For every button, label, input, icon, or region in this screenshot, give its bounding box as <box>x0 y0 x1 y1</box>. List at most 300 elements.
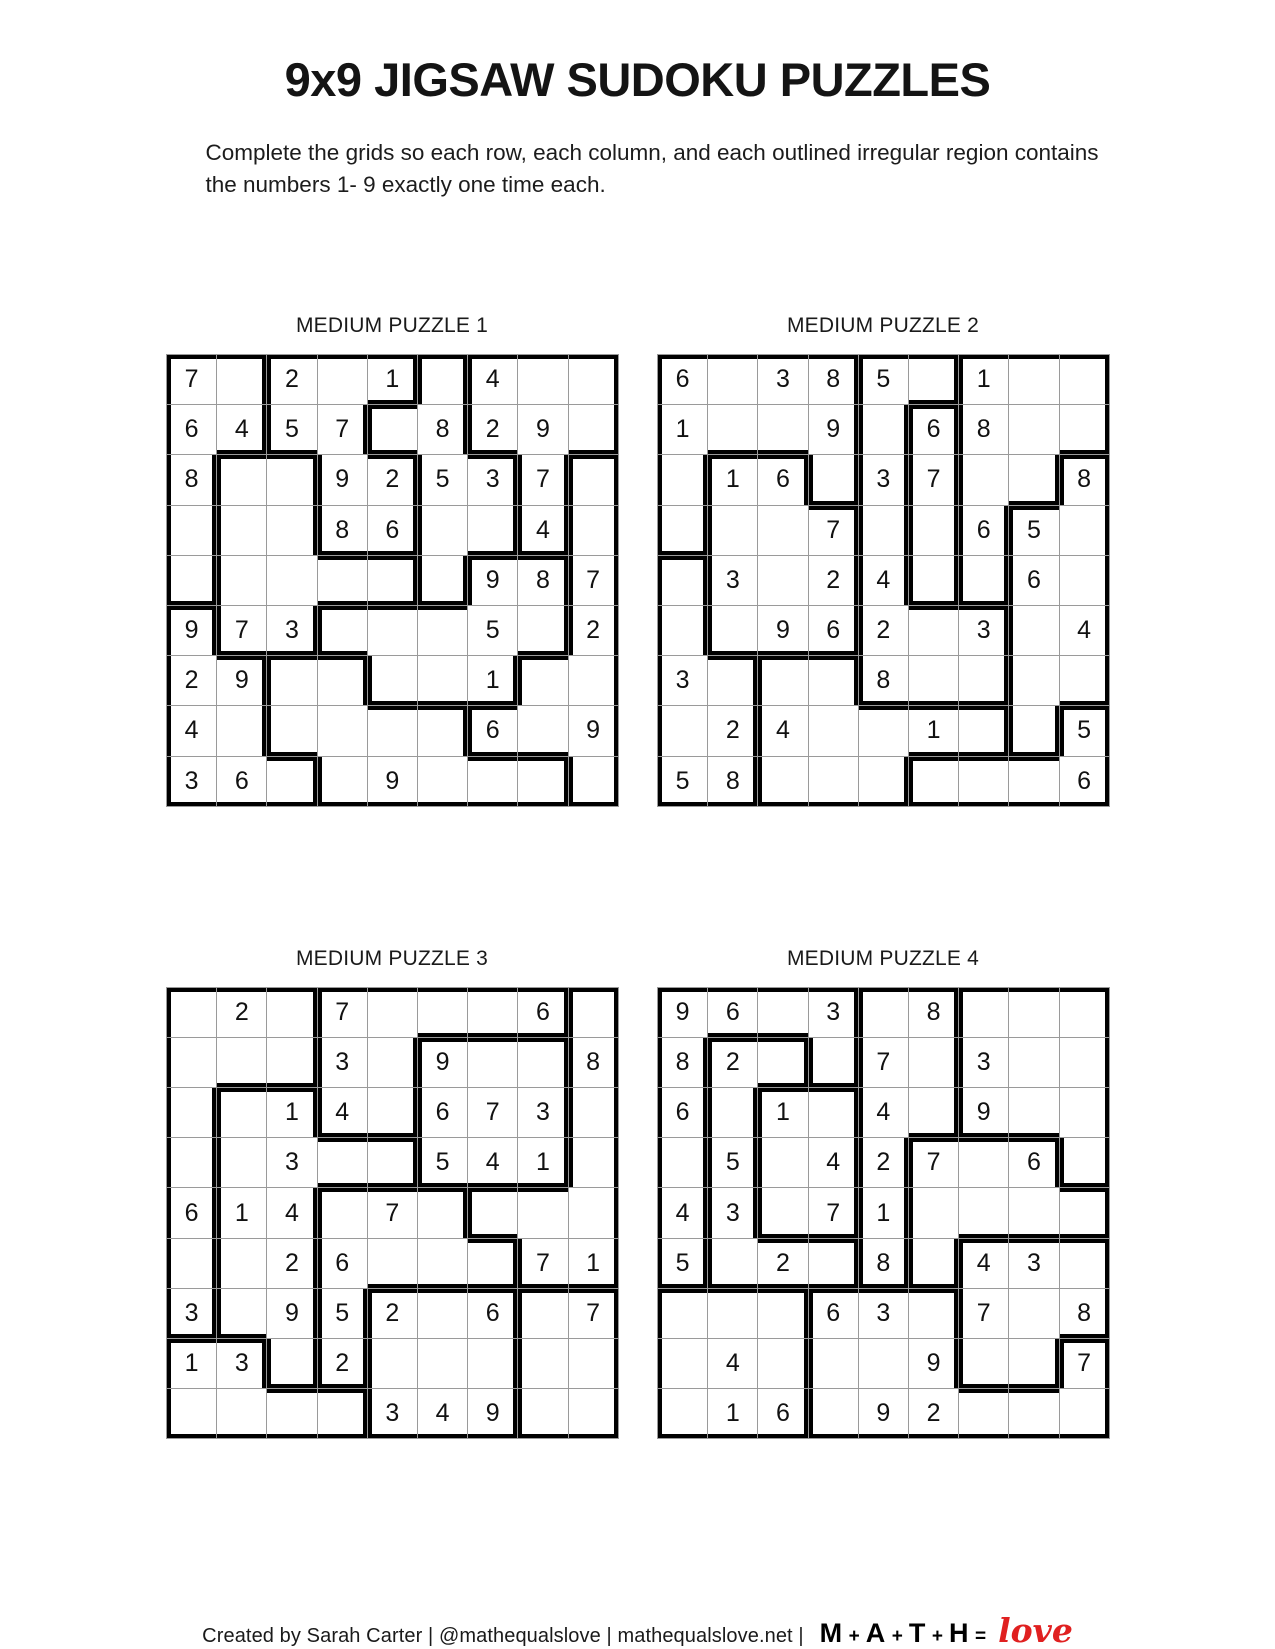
sudoku-cell-given[interactable]: 6 <box>808 1288 858 1338</box>
sudoku-cell-given[interactable]: 7 <box>568 555 618 605</box>
sudoku-cell-given[interactable]: 5 <box>317 1288 367 1338</box>
sudoku-cell-empty[interactable] <box>568 1188 618 1238</box>
sudoku-cell-empty[interactable] <box>367 1238 417 1288</box>
sudoku-cell-given[interactable]: 7 <box>317 987 367 1037</box>
sudoku-cell-empty[interactable] <box>568 1088 618 1138</box>
sudoku-cell-given[interactable]: 7 <box>367 1188 417 1238</box>
sudoku-cell-empty[interactable] <box>908 355 958 405</box>
sudoku-cell-given[interactable]: 2 <box>708 1037 758 1087</box>
sudoku-cell-empty[interactable] <box>367 1339 417 1389</box>
sudoku-cell-empty[interactable] <box>658 1138 708 1188</box>
sudoku-cell-empty[interactable] <box>417 656 467 706</box>
sudoku-cell-given[interactable]: 6 <box>167 405 217 455</box>
sudoku-grid-1[interactable] <box>166 354 619 807</box>
sudoku-cell-given[interactable]: 3 <box>858 1288 908 1338</box>
sudoku-cell-empty[interactable] <box>217 1389 267 1439</box>
sudoku-cell-given[interactable]: 9 <box>468 1389 518 1439</box>
sudoku-cell-given[interactable]: 8 <box>808 355 858 405</box>
sudoku-cell-empty[interactable] <box>417 1288 467 1338</box>
sudoku-cell-given[interactable]: 3 <box>708 555 758 605</box>
sudoku-cell-empty[interactable] <box>217 1037 267 1087</box>
sudoku-cell-empty[interactable] <box>1009 656 1059 706</box>
sudoku-cell-empty[interactable] <box>518 355 568 405</box>
sudoku-cell-empty[interactable] <box>317 706 367 756</box>
sudoku-cell-empty[interactable] <box>908 656 958 706</box>
sudoku-cell-empty[interactable] <box>217 555 267 605</box>
sudoku-cell-given[interactable]: 5 <box>858 355 908 405</box>
sudoku-cell-given[interactable]: 3 <box>468 455 518 505</box>
sudoku-cell-given[interactable]: 4 <box>217 405 267 455</box>
sudoku-cell-given[interactable]: 5 <box>267 405 317 455</box>
sudoku-cell-given[interactable]: 8 <box>658 1037 708 1087</box>
sudoku-cell-empty[interactable] <box>808 706 858 756</box>
sudoku-cell-empty[interactable] <box>758 1339 808 1389</box>
sudoku-cell-empty[interactable] <box>1009 706 1059 756</box>
sudoku-cell-empty[interactable] <box>658 1389 708 1439</box>
sudoku-cell-empty[interactable] <box>367 605 417 655</box>
sudoku-cell-empty[interactable] <box>1059 1138 1109 1188</box>
sudoku-cell-empty[interactable] <box>518 1188 568 1238</box>
sudoku-cell-empty[interactable] <box>267 555 317 605</box>
sudoku-cell-given[interactable]: 9 <box>959 1088 1009 1138</box>
sudoku-cell-given[interactable]: 6 <box>708 987 758 1037</box>
sudoku-cell-given[interactable]: 8 <box>1059 455 1109 505</box>
sudoku-cell-given[interactable]: 8 <box>317 505 367 555</box>
sudoku-cell-empty[interactable] <box>518 656 568 706</box>
sudoku-cell-given[interactable]: 1 <box>167 1339 217 1389</box>
sudoku-cell-given[interactable]: 2 <box>217 987 267 1037</box>
sudoku-cell-given[interactable]: 6 <box>1059 756 1109 806</box>
sudoku-cell-given[interactable]: 1 <box>518 1138 568 1188</box>
sudoku-cell-given[interactable]: 4 <box>267 1188 317 1238</box>
sudoku-cell-empty[interactable] <box>658 706 708 756</box>
sudoku-cell-empty[interactable] <box>417 756 467 806</box>
sudoku-cell-given[interactable]: 4 <box>658 1188 708 1238</box>
sudoku-cell-given[interactable]: 2 <box>367 455 417 505</box>
sudoku-cell-given[interactable]: 3 <box>708 1188 758 1238</box>
sudoku-cell-given[interactable]: 6 <box>808 605 858 655</box>
sudoku-cell-given[interactable]: 1 <box>367 355 417 405</box>
sudoku-cell-empty[interactable] <box>317 656 367 706</box>
sudoku-cell-empty[interactable] <box>417 706 467 756</box>
sudoku-cell-empty[interactable] <box>568 355 618 405</box>
sudoku-cell-empty[interactable] <box>367 987 417 1037</box>
sudoku-cell-given[interactable]: 2 <box>708 706 758 756</box>
sudoku-cell-empty[interactable] <box>568 1389 618 1439</box>
sudoku-cell-empty[interactable] <box>758 1288 808 1338</box>
sudoku-cell-given[interactable]: 9 <box>468 555 518 605</box>
sudoku-cell-given[interactable]: 3 <box>267 605 317 655</box>
sudoku-cell-empty[interactable] <box>217 455 267 505</box>
sudoku-cell-empty[interactable] <box>518 1288 568 1338</box>
sudoku-cell-given[interactable]: 4 <box>708 1339 758 1389</box>
sudoku-cell-given[interactable]: 4 <box>758 706 808 756</box>
sudoku-cell-empty[interactable] <box>167 505 217 555</box>
sudoku-cell-empty[interactable] <box>708 1088 758 1138</box>
sudoku-cell-empty[interactable] <box>417 1339 467 1389</box>
sudoku-cell-empty[interactable] <box>908 1238 958 1288</box>
sudoku-cell-empty[interactable] <box>568 455 618 505</box>
sudoku-cell-empty[interactable] <box>1009 987 1059 1037</box>
sudoku-cell-empty[interactable] <box>367 555 417 605</box>
sudoku-cell-given[interactable]: 2 <box>858 605 908 655</box>
sudoku-cell-empty[interactable] <box>518 1389 568 1439</box>
sudoku-cell-empty[interactable] <box>1009 455 1059 505</box>
sudoku-cell-given[interactable]: 6 <box>468 1288 518 1338</box>
sudoku-cell-given[interactable]: 1 <box>858 1188 908 1238</box>
sudoku-cell-given[interactable]: 1 <box>708 455 758 505</box>
sudoku-cell-given[interactable]: 9 <box>417 1037 467 1087</box>
sudoku-cell-given[interactable]: 5 <box>417 455 467 505</box>
sudoku-cell-empty[interactable] <box>317 555 367 605</box>
sudoku-cell-empty[interactable] <box>217 505 267 555</box>
sudoku-cell-empty[interactable] <box>808 656 858 706</box>
sudoku-cell-given[interactable]: 9 <box>217 656 267 706</box>
sudoku-cell-given[interactable]: 7 <box>518 1238 568 1288</box>
sudoku-cell-empty[interactable] <box>267 656 317 706</box>
sudoku-cell-empty[interactable] <box>568 656 618 706</box>
sudoku-cell-given[interactable]: 6 <box>317 1238 367 1288</box>
sudoku-cell-empty[interactable] <box>908 1188 958 1238</box>
sudoku-cell-given[interactable]: 6 <box>658 1088 708 1138</box>
sudoku-cell-given[interactable]: 9 <box>808 405 858 455</box>
sudoku-cell-empty[interactable] <box>1009 405 1059 455</box>
sudoku-cell-given[interactable]: 2 <box>267 1238 317 1288</box>
sudoku-cell-empty[interactable] <box>808 1037 858 1087</box>
sudoku-cell-empty[interactable] <box>317 605 367 655</box>
sudoku-cell-empty[interactable] <box>758 987 808 1037</box>
sudoku-cell-empty[interactable] <box>858 1339 908 1389</box>
sudoku-cell-empty[interactable] <box>959 1339 1009 1389</box>
sudoku-cell-empty[interactable] <box>417 1188 467 1238</box>
sudoku-cell-empty[interactable] <box>758 756 808 806</box>
sudoku-cell-empty[interactable] <box>758 1138 808 1188</box>
sudoku-cell-given[interactable]: 2 <box>908 1389 958 1439</box>
sudoku-cell-empty[interactable] <box>708 405 758 455</box>
sudoku-cell-given[interactable]: 3 <box>167 756 217 806</box>
sudoku-cell-given[interactable]: 5 <box>1009 505 1059 555</box>
sudoku-cell-given[interactable]: 7 <box>217 605 267 655</box>
sudoku-cell-empty[interactable] <box>367 1138 417 1188</box>
sudoku-cell-given[interactable]: 4 <box>959 1238 1009 1288</box>
sudoku-cell-empty[interactable] <box>758 1188 808 1238</box>
sudoku-cell-given[interactable]: 9 <box>658 987 708 1037</box>
sudoku-cell-empty[interactable] <box>959 555 1009 605</box>
sudoku-cell-given[interactable]: 7 <box>167 355 217 405</box>
sudoku-cell-empty[interactable] <box>518 1037 568 1087</box>
sudoku-cell-given[interactable]: 7 <box>518 455 568 505</box>
sudoku-cell-empty[interactable] <box>908 756 958 806</box>
sudoku-cell-empty[interactable] <box>1009 355 1059 405</box>
sudoku-cell-empty[interactable] <box>808 1339 858 1389</box>
sudoku-cell-empty[interactable] <box>959 1188 1009 1238</box>
sudoku-cell-empty[interactable] <box>1059 1389 1109 1439</box>
sudoku-cell-empty[interactable] <box>1059 1037 1109 1087</box>
sudoku-cell-given[interactable]: 1 <box>267 1088 317 1138</box>
sudoku-cell-empty[interactable] <box>568 1339 618 1389</box>
sudoku-cell-given[interactable]: 3 <box>758 355 808 405</box>
sudoku-cell-empty[interactable] <box>468 1339 518 1389</box>
sudoku-cell-empty[interactable] <box>858 987 908 1037</box>
sudoku-cell-given[interactable]: 2 <box>808 555 858 605</box>
sudoku-cell-empty[interactable] <box>959 706 1009 756</box>
sudoku-cell-empty[interactable] <box>317 355 367 405</box>
sudoku-cell-given[interactable]: 1 <box>708 1389 758 1439</box>
sudoku-cell-empty[interactable] <box>417 555 467 605</box>
sudoku-cell-empty[interactable] <box>468 1037 518 1087</box>
sudoku-cell-given[interactable]: 2 <box>317 1339 367 1389</box>
sudoku-cell-empty[interactable] <box>1059 555 1109 605</box>
sudoku-cell-given[interactable]: 2 <box>568 605 618 655</box>
sudoku-cell-given[interactable]: 6 <box>468 706 518 756</box>
sudoku-cell-empty[interactable] <box>1059 656 1109 706</box>
sudoku-cell-empty[interactable] <box>367 706 417 756</box>
sudoku-cell-given[interactable]: 3 <box>1009 1238 1059 1288</box>
sudoku-cell-given[interactable]: 5 <box>1059 706 1109 756</box>
sudoku-cell-empty[interactable] <box>167 1389 217 1439</box>
sudoku-cell-empty[interactable] <box>167 1138 217 1188</box>
sudoku-cell-empty[interactable] <box>518 756 568 806</box>
sudoku-cell-given[interactable]: 3 <box>367 1389 417 1439</box>
sudoku-cell-empty[interactable] <box>758 405 808 455</box>
sudoku-cell-given[interactable]: 1 <box>758 1088 808 1138</box>
sudoku-cell-empty[interactable] <box>167 1088 217 1138</box>
sudoku-cell-empty[interactable] <box>167 1238 217 1288</box>
sudoku-cell-given[interactable]: 3 <box>167 1288 217 1338</box>
sudoku-cell-empty[interactable] <box>1009 756 1059 806</box>
sudoku-cell-given[interactable]: 4 <box>808 1138 858 1188</box>
sudoku-cell-empty[interactable] <box>1009 1188 1059 1238</box>
sudoku-cell-empty[interactable] <box>468 987 518 1037</box>
sudoku-cell-given[interactable]: 5 <box>468 605 518 655</box>
sudoku-cell-given[interactable]: 8 <box>908 987 958 1037</box>
sudoku-cell-empty[interactable] <box>858 405 908 455</box>
sudoku-grid-3[interactable] <box>166 987 619 1440</box>
sudoku-cell-empty[interactable] <box>367 405 417 455</box>
sudoku-cell-given[interactable]: 9 <box>758 605 808 655</box>
sudoku-cell-empty[interactable] <box>1059 505 1109 555</box>
sudoku-cell-empty[interactable] <box>959 1389 1009 1439</box>
sudoku-cell-empty[interactable] <box>758 1037 808 1087</box>
sudoku-cell-given[interactable]: 9 <box>367 756 417 806</box>
sudoku-cell-empty[interactable] <box>1059 987 1109 1037</box>
sudoku-cell-empty[interactable] <box>1059 1088 1109 1138</box>
sudoku-cell-given[interactable]: 6 <box>167 1188 217 1238</box>
sudoku-cell-empty[interactable] <box>518 706 568 756</box>
sudoku-cell-empty[interactable] <box>658 555 708 605</box>
sudoku-cell-given[interactable]: 5 <box>708 1138 758 1188</box>
sudoku-cell-given[interactable]: 7 <box>808 1188 858 1238</box>
sudoku-cell-empty[interactable] <box>858 505 908 555</box>
sudoku-cell-empty[interactable] <box>417 355 467 405</box>
sudoku-cell-given[interactable]: 4 <box>1059 605 1109 655</box>
sudoku-cell-given[interactable]: 6 <box>1009 555 1059 605</box>
sudoku-cell-given[interactable]: 3 <box>518 1088 568 1138</box>
sudoku-cell-empty[interactable] <box>417 1238 467 1288</box>
sudoku-cell-given[interactable]: 8 <box>1059 1288 1109 1338</box>
sudoku-cell-given[interactable]: 9 <box>568 706 618 756</box>
sudoku-cell-empty[interactable] <box>167 987 217 1037</box>
sudoku-cell-given[interactable]: 4 <box>468 1138 518 1188</box>
sudoku-cell-empty[interactable] <box>959 987 1009 1037</box>
sudoku-cell-given[interactable]: 1 <box>658 405 708 455</box>
sudoku-cell-empty[interactable] <box>858 756 908 806</box>
sudoku-cell-given[interactable]: 1 <box>959 355 1009 405</box>
sudoku-cell-given[interactable]: 9 <box>267 1288 317 1338</box>
sudoku-cell-empty[interactable] <box>959 656 1009 706</box>
sudoku-cell-given[interactable]: 3 <box>858 455 908 505</box>
sudoku-cell-given[interactable]: 8 <box>568 1037 618 1087</box>
sudoku-cell-empty[interactable] <box>908 505 958 555</box>
sudoku-grid-2[interactable] <box>657 354 1110 807</box>
sudoku-cell-given[interactable]: 1 <box>217 1188 267 1238</box>
sudoku-cell-empty[interactable] <box>568 756 618 806</box>
sudoku-cell-empty[interactable] <box>417 505 467 555</box>
sudoku-cell-empty[interactable] <box>267 1037 317 1087</box>
sudoku-cell-empty[interactable] <box>217 706 267 756</box>
sudoku-cell-empty[interactable] <box>908 555 958 605</box>
sudoku-cell-empty[interactable] <box>267 1389 317 1439</box>
sudoku-cell-given[interactable]: 9 <box>167 605 217 655</box>
sudoku-cell-given[interactable]: 6 <box>908 405 958 455</box>
sudoku-cell-given[interactable]: 2 <box>267 355 317 405</box>
sudoku-cell-empty[interactable] <box>808 1088 858 1138</box>
sudoku-cell-empty[interactable] <box>367 1088 417 1138</box>
sudoku-cell-empty[interactable] <box>518 605 568 655</box>
sudoku-cell-empty[interactable] <box>267 706 317 756</box>
sudoku-cell-given[interactable]: 4 <box>858 555 908 605</box>
sudoku-grid-4[interactable] <box>657 987 1110 1440</box>
sudoku-cell-empty[interactable] <box>1009 1339 1059 1389</box>
sudoku-cell-empty[interactable] <box>1009 1088 1059 1138</box>
sudoku-cell-given[interactable]: 7 <box>808 505 858 555</box>
sudoku-cell-given[interactable]: 6 <box>518 987 568 1037</box>
sudoku-cell-empty[interactable] <box>267 987 317 1037</box>
sudoku-cell-empty[interactable] <box>808 455 858 505</box>
sudoku-cell-empty[interactable] <box>217 1238 267 1288</box>
sudoku-cell-empty[interactable] <box>1009 605 1059 655</box>
sudoku-cell-empty[interactable] <box>808 1389 858 1439</box>
sudoku-cell-empty[interactable] <box>908 605 958 655</box>
sudoku-cell-given[interactable]: 7 <box>468 1088 518 1138</box>
sudoku-cell-given[interactable]: 8 <box>417 405 467 455</box>
sudoku-cell-empty[interactable] <box>367 1037 417 1087</box>
sudoku-cell-empty[interactable] <box>1009 1389 1059 1439</box>
sudoku-cell-empty[interactable] <box>658 505 708 555</box>
sudoku-cell-given[interactable]: 8 <box>959 405 1009 455</box>
sudoku-cell-given[interactable]: 4 <box>468 355 518 405</box>
sudoku-cell-empty[interactable] <box>708 505 758 555</box>
sudoku-cell-empty[interactable] <box>708 1238 758 1288</box>
sudoku-cell-given[interactable]: 2 <box>758 1238 808 1288</box>
sudoku-cell-given[interactable]: 2 <box>468 405 518 455</box>
sudoku-cell-given[interactable]: 4 <box>317 1088 367 1138</box>
sudoku-cell-given[interactable]: 1 <box>568 1238 618 1288</box>
sudoku-cell-given[interactable]: 5 <box>417 1138 467 1188</box>
sudoku-cell-empty[interactable] <box>1059 1188 1109 1238</box>
sudoku-cell-given[interactable]: 6 <box>658 355 708 405</box>
sudoku-cell-empty[interactable] <box>808 1238 858 1288</box>
sudoku-cell-empty[interactable] <box>959 455 1009 505</box>
sudoku-cell-empty[interactable] <box>217 355 267 405</box>
sudoku-cell-empty[interactable] <box>708 1288 758 1338</box>
sudoku-cell-empty[interactable] <box>908 1288 958 1338</box>
sudoku-cell-given[interactable]: 6 <box>758 455 808 505</box>
sudoku-cell-given[interactable]: 3 <box>808 987 858 1037</box>
sudoku-cell-given[interactable]: 7 <box>908 455 958 505</box>
sudoku-cell-empty[interactable] <box>217 1138 267 1188</box>
sudoku-cell-empty[interactable] <box>417 987 467 1037</box>
sudoku-cell-empty[interactable] <box>167 555 217 605</box>
sudoku-cell-given[interactable]: 8 <box>858 656 908 706</box>
sudoku-cell-given[interactable]: 3 <box>267 1138 317 1188</box>
sudoku-cell-empty[interactable] <box>518 1339 568 1389</box>
sudoku-cell-empty[interactable] <box>568 505 618 555</box>
sudoku-cell-given[interactable]: 4 <box>167 706 217 756</box>
sudoku-cell-empty[interactable] <box>267 455 317 505</box>
sudoku-cell-empty[interactable] <box>858 706 908 756</box>
sudoku-cell-empty[interactable] <box>758 555 808 605</box>
sudoku-cell-given[interactable]: 6 <box>217 756 267 806</box>
sudoku-cell-given[interactable]: 3 <box>658 656 708 706</box>
sudoku-cell-given[interactable]: 3 <box>959 605 1009 655</box>
sudoku-cell-empty[interactable] <box>1059 1238 1109 1288</box>
sudoku-cell-given[interactable]: 8 <box>518 555 568 605</box>
sudoku-cell-given[interactable]: 7 <box>908 1138 958 1188</box>
sudoku-cell-given[interactable]: 2 <box>367 1288 417 1338</box>
sudoku-cell-given[interactable]: 8 <box>167 455 217 505</box>
sudoku-cell-empty[interactable] <box>417 605 467 655</box>
sudoku-cell-given[interactable]: 2 <box>167 656 217 706</box>
sudoku-cell-given[interactable]: 7 <box>1059 1339 1109 1389</box>
sudoku-cell-empty[interactable] <box>708 656 758 706</box>
sudoku-cell-empty[interactable] <box>959 756 1009 806</box>
sudoku-cell-empty[interactable] <box>1059 355 1109 405</box>
sudoku-cell-given[interactable]: 8 <box>708 756 758 806</box>
sudoku-cell-empty[interactable] <box>908 1088 958 1138</box>
sudoku-cell-empty[interactable] <box>1059 405 1109 455</box>
sudoku-cell-empty[interactable] <box>658 605 708 655</box>
sudoku-cell-given[interactable]: 5 <box>658 1238 708 1288</box>
sudoku-cell-empty[interactable] <box>908 1037 958 1087</box>
sudoku-cell-empty[interactable] <box>217 1088 267 1138</box>
sudoku-cell-given[interactable]: 6 <box>959 505 1009 555</box>
sudoku-cell-given[interactable]: 9 <box>908 1339 958 1389</box>
sudoku-cell-given[interactable]: 1 <box>908 706 958 756</box>
sudoku-cell-empty[interactable] <box>568 1138 618 1188</box>
sudoku-cell-empty[interactable] <box>267 505 317 555</box>
sudoku-cell-given[interactable]: 9 <box>317 455 367 505</box>
sudoku-cell-given[interactable]: 7 <box>317 405 367 455</box>
sudoku-cell-empty[interactable] <box>317 1138 367 1188</box>
sudoku-cell-empty[interactable] <box>808 756 858 806</box>
sudoku-cell-empty[interactable] <box>758 656 808 706</box>
sudoku-cell-given[interactable]: 9 <box>858 1389 908 1439</box>
sudoku-cell-empty[interactable] <box>1009 1288 1059 1338</box>
sudoku-cell-given[interactable]: 6 <box>367 505 417 555</box>
sudoku-cell-empty[interactable] <box>267 1339 317 1389</box>
sudoku-cell-empty[interactable] <box>468 505 518 555</box>
sudoku-cell-empty[interactable] <box>468 756 518 806</box>
sudoku-cell-empty[interactable] <box>317 1188 367 1238</box>
sudoku-cell-empty[interactable] <box>468 1188 518 1238</box>
sudoku-cell-given[interactable]: 7 <box>568 1288 618 1338</box>
sudoku-cell-empty[interactable] <box>167 1037 217 1087</box>
sudoku-cell-empty[interactable] <box>267 756 317 806</box>
sudoku-cell-given[interactable]: 9 <box>518 405 568 455</box>
sudoku-cell-given[interactable]: 3 <box>317 1037 367 1087</box>
sudoku-cell-given[interactable]: 3 <box>217 1339 267 1389</box>
